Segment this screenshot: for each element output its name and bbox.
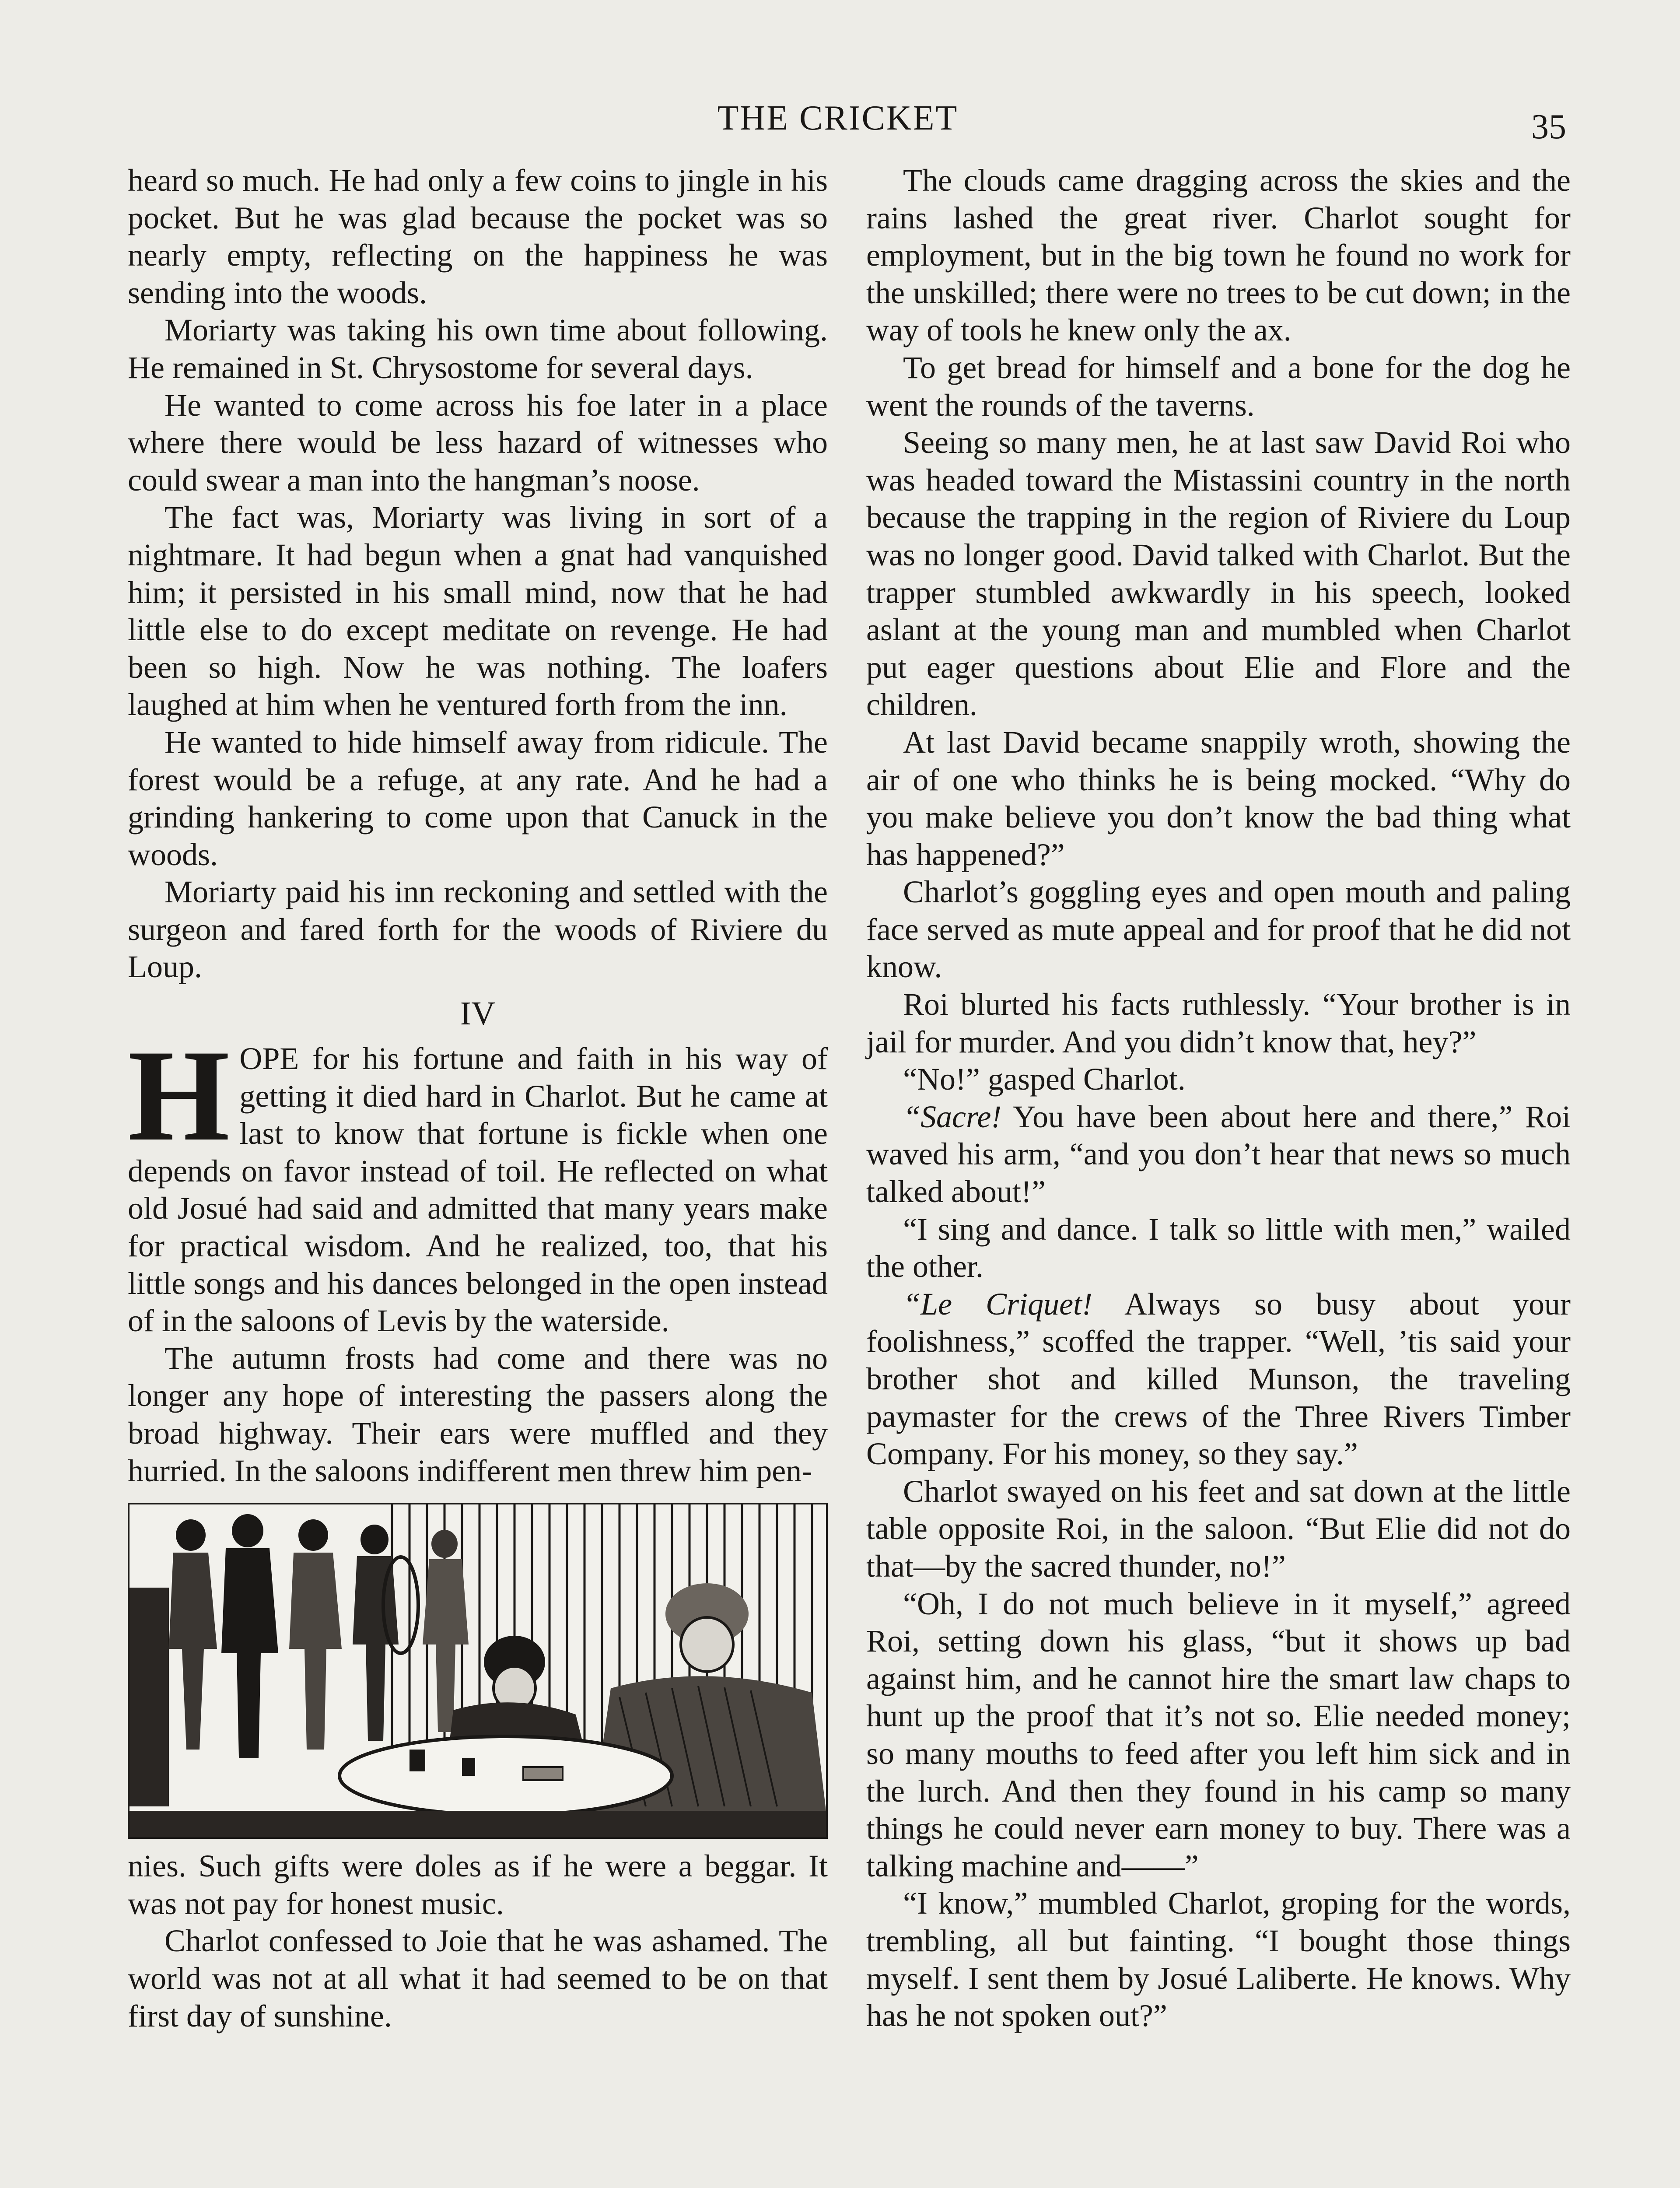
paragraph: The autumn frosts had come and there was no longer any hope of interesting the passers along the broad highway. Their ears were muffled and they hurried. In the saloons indifferent men threw him pen- bbox=[128, 1340, 828, 1488]
saloon-illustration bbox=[128, 1503, 828, 1839]
left-column bbox=[128, 162, 828, 2035]
paragraph bbox=[866, 1098, 1571, 1211]
paragraph: He wanted to hide himself away from ridicule. The forest would be a refuge, at any rate. And he had a grinding hankering to come upon that Canuck in the woods. bbox=[128, 724, 828, 872]
paragraph: Roi blurted his facts ruthlessly. “Your brother is in jail for murder. And you didn’t know that, hey?” bbox=[866, 987, 1571, 1059]
paragraph: “No!” gasped Charlot. bbox=[903, 1062, 1186, 1097]
running-title: THE CRICKET bbox=[717, 99, 959, 137]
page-number: 35 bbox=[1531, 108, 1566, 146]
paragraph: Charlot confessed to Joie that he was ashamed. The world was not at all what it had seemed to be on that first day of sunshine. bbox=[128, 1923, 828, 2034]
paragraph: “I sing and dance. I talk so little with men,” wailed the other. bbox=[866, 1211, 1571, 1284]
right-column bbox=[866, 162, 1571, 2035]
paragraph: The clouds came dragging across the skies and the rains lashed the great river. Charlot sought for employment, but in the big town he found no work for the unskilled; there were no trees to be cut down; in the way of tools he knew only the ax. bbox=[866, 163, 1571, 348]
italic-exclamation: “Le Criquet! bbox=[903, 1286, 1093, 1322]
paragraph: Moriarty paid his inn reckoning and settled with the surgeon and fared forth for the woods of Riviere du Loup. bbox=[128, 874, 828, 985]
paragraph: Charlot’s goggling eyes and open mouth and paling face served as mute appeal and for proof that he did not know. bbox=[866, 874, 1571, 985]
paragraph: To get bread for himself and a bone for the dog he went the rounds of the taverns. bbox=[866, 350, 1571, 423]
paragraph: “I know,” mumbled Charlot, groping for the words, trembling, all but fainting. “I bought those things myself. I sent them by Josué Laliberte. He knows. Why has he not spoken out?” bbox=[866, 1886, 1571, 2034]
section-opening-paragraph bbox=[128, 1023, 828, 1340]
paragraph: At last David became snappily wroth, showing the air of one who thinks he is being mocked. “Why do you make believe you don’t know the bad thing what has happened?” bbox=[866, 724, 1571, 872]
paragraph bbox=[866, 1286, 1571, 1473]
paragraph: He wanted to come across his foe later in a place where there would be less hazard of witnesses who could swear a man into the hangman’s noose. bbox=[128, 387, 828, 498]
paragraph-text: You have been about here and there,” Roi waved his arm, “and you don’t hear that news so much talked about!” bbox=[866, 1099, 1571, 1210]
opening-text: OPE for his fortune and faith in his way of getting it died hard in Charlot. But he came at last to know that fortune is fickle when one depends on favor instead of toil. He reflected on what old Josué had said and admitted that many years make for practical wisdom. And he realized, too, that his little songs and his dances belonged in the open instead of in the saloons of Levis by the waterside. bbox=[128, 1041, 828, 1339]
paragraph-text: Always so busy about your foolishness,” scoffed the trapper. “Well, ’tis said your brother shot and killed Munson, the traveling paymaster for the crews of the Three Rivers Timber Company. For his money, so they say.” bbox=[866, 1286, 1571, 1472]
paragraph: Seeing so many men, he at last saw David Roi who was headed toward the Mistassini country in the north because the trapping in the region of Riviere du Loup was no longer good. David talked with Charlot. But the trapper stumbled awkwardly in his speech, looked aslant at the young man and mumbled when Charlot put eager questions about Elie and Flore and the children. bbox=[866, 425, 1571, 722]
drop-cap: H bbox=[128, 1023, 230, 1168]
paragraph: The fact was, Moriarty was living in sort of a nightmare. It had begun when a gnat had vanquished him; it persisted in his small mind, now that he had little else to do except meditate on revenge. He had been so high. Now he was nothing. The loafers laughed at him when he ventured forth from the inn. bbox=[128, 500, 828, 722]
paragraph: nies. Such gifts were doles as if he were a beggar. It was not pay for honest music. bbox=[128, 1848, 828, 1921]
section-number: IV bbox=[460, 995, 496, 1032]
paragraph: “Oh, I do not much believe in it myself,” agreed Roi, setting down his glass, “but it shows up bad against him, and he cannot hire the smart law chaps to hunt up the proof that it’s not so. Elie needed money; so many mouths to feed after you left him sick and in the lurch. And then they found in his camp so many things he could never earn money to buy. There was a talking machine and——” bbox=[866, 1586, 1571, 1883]
paragraph: Moriarty was taking his own time about following. He remained in St. Chrysostome for several days. bbox=[128, 312, 828, 385]
paragraph: heard so much. He had only a few coins to jingle in his pocket. But he was glad because the pocket was so nearly empty, reflecting on the happiness he was sending into the woods. bbox=[128, 163, 828, 310]
paragraph: Charlot swayed on his feet and sat down at the little table opposite Roi, in the saloon. “But Elie did not do that—by the sacred thunder, no!” bbox=[866, 1473, 1571, 1584]
italic-exclamation: “Sacre! bbox=[903, 1099, 1002, 1134]
